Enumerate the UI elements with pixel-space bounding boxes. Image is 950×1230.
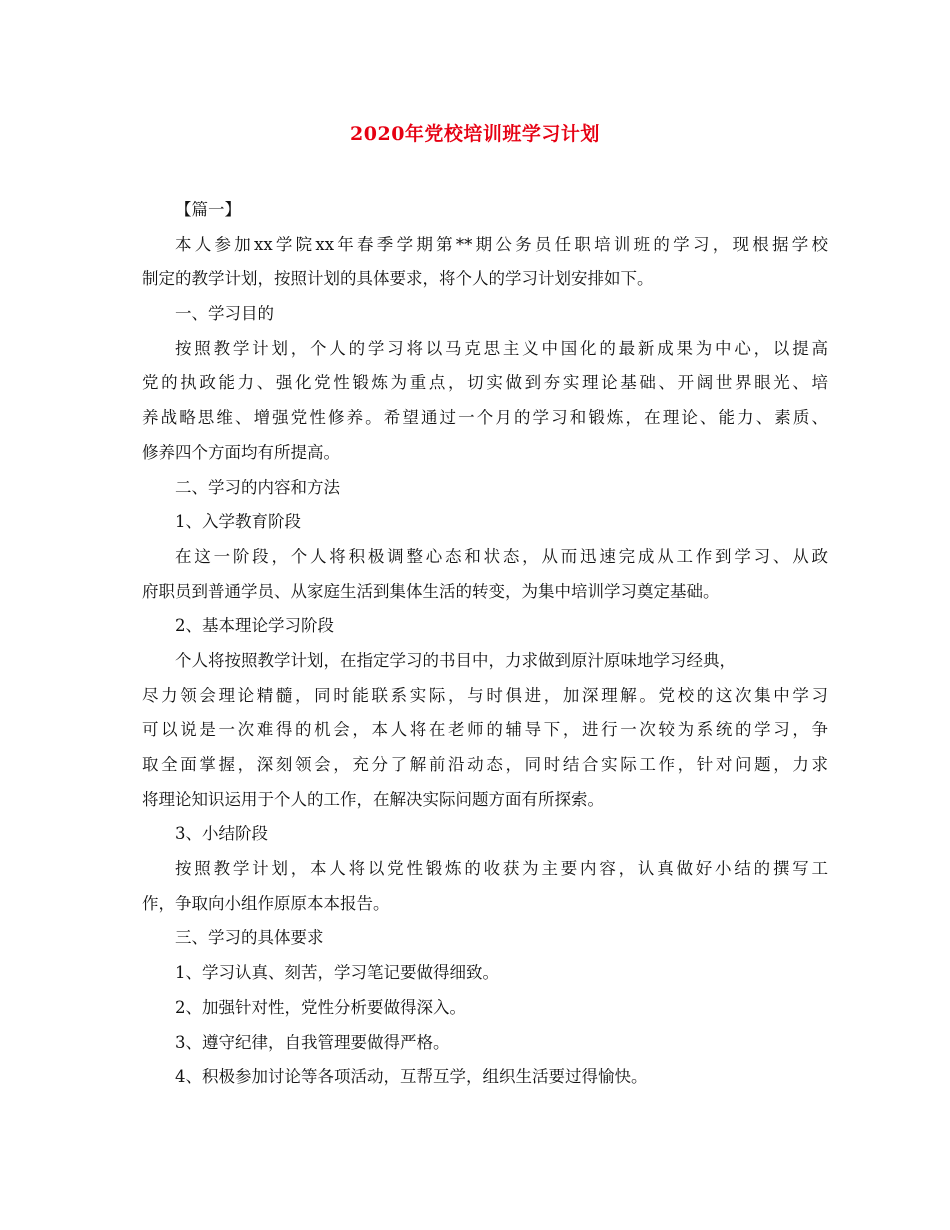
section-heading-pian-yi: 【篇一】 xyxy=(175,200,241,219)
paragraph-line: 将理论知识运用于个人的工作，在解决实际问题方面有所探索。 xyxy=(142,789,604,809)
paragraph-line: 尽力领会理论精髓，同时能联系实际，与时俱进，加深理解。党校的这次集中学习 xyxy=(142,685,828,705)
paragraph-line: 制定的教学计划，按照计划的具体要求，将个人的学习计划安排如下。 xyxy=(142,269,654,289)
paragraph-line: 作，争取向小组作原原本本报告。 xyxy=(142,893,390,913)
heading-specific-requirements: 三、学习的具体要求 xyxy=(175,928,324,948)
paragraph-line: 在这一阶段，个人将积极调整心态和状态，从而迅速完成从工作到学习、从政 xyxy=(175,546,828,566)
list-item: 1、学习认真、刻苦，学习笔记要做得细致。 xyxy=(175,963,499,983)
paragraph-line: 个人将按照教学计划，在指定学习的书目中，力求做到原汁原味地学习经典， xyxy=(175,650,736,670)
paragraph-line: 修养四个方面均有所提高。 xyxy=(142,442,340,462)
paragraph-line: 本人参加xx学院xx年春季学期第**期公务员任职培训班的学习，现根据学校 xyxy=(175,234,828,254)
subheading-basic-theory: 2、基本理论学习阶段 xyxy=(175,616,334,636)
paragraph-line: 按照教学计划，本人将以党性锻炼的收获为主要内容，认真做好小结的撰写工 xyxy=(175,859,828,879)
document-title: 2020年党校培训班学习计划 xyxy=(350,123,600,145)
paragraph-line: 按照教学计划，个人的学习将以马克思主义中国化的最新成果为中心，以提高 xyxy=(175,338,828,358)
paragraph-line: 府职员到普通学员、从家庭生活到集体生活的转变，为集中培训学习奠定基础。 xyxy=(142,581,720,601)
subheading-entrance-education: 1、入学教育阶段 xyxy=(175,512,301,532)
paragraph-line: 党的执政能力、强化党性锻炼为重点，切实做到夯实理论基础、开阔世界眼光、培 xyxy=(142,373,828,393)
heading-content-and-methods: 二、学习的内容和方法 xyxy=(175,477,340,497)
paragraph-line: 养战略思维、增强党性修养。希望通过一个月的学习和锻炼，在理论、能力、素质、 xyxy=(142,408,828,428)
heading-study-purpose: 一、学习目的 xyxy=(175,304,274,324)
document-body xyxy=(142,193,828,1095)
paragraph-line: 可以说是一次难得的机会，本人将在老师的辅导下，进行一次较为系统的学习，争 xyxy=(142,720,828,740)
paragraph-line: 取全面掌握，深刻领会，充分了解前沿动态，同时结合实际工作，针对问题，力求 xyxy=(142,755,828,774)
subheading-summary-stage: 3、小结阶段 xyxy=(175,824,268,844)
list-item: 2、加强针对性，党性分析要做得深入。 xyxy=(175,997,466,1017)
list-item: 3、遵守纪律，自我管理要做得严格。 xyxy=(175,1032,450,1052)
list-item: 4、积极参加讨论等各项活动，互帮互学，组织生活要过得愉快。 xyxy=(175,1067,648,1087)
